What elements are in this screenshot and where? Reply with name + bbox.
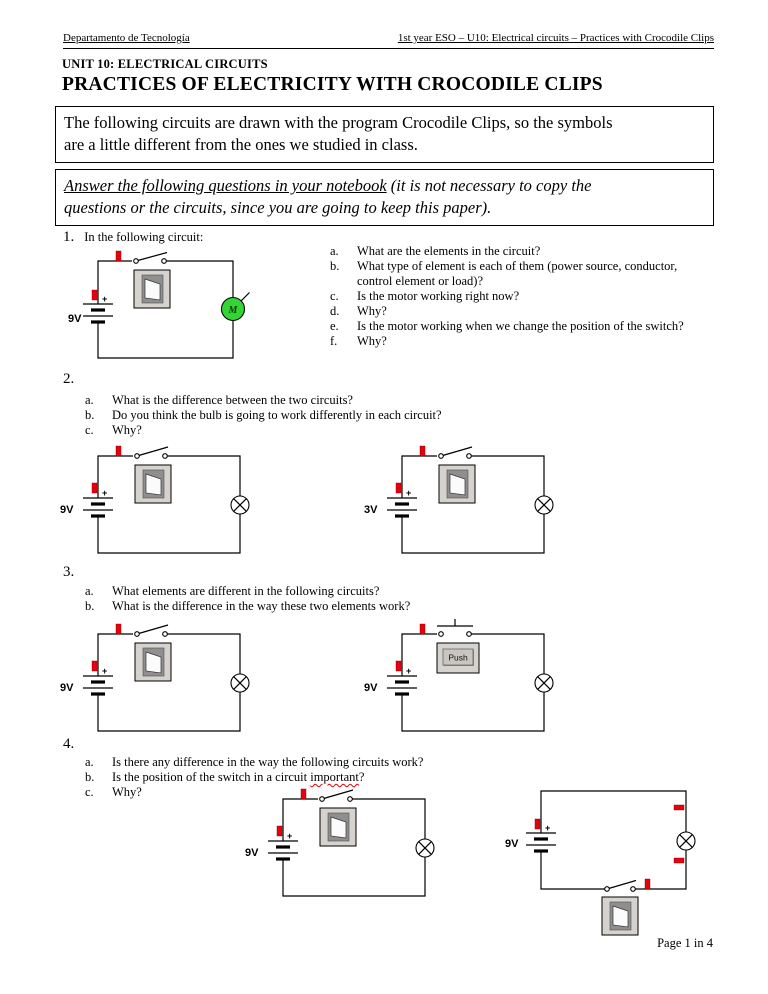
rocker-switch-box <box>134 270 170 308</box>
circuit-diagram-q4-right <box>503 781 703 936</box>
open-switch-symbol <box>135 447 168 458</box>
question-item <box>85 408 685 423</box>
item-text: What is the difference in the way these two elements work? <box>112 599 411 613</box>
question-item <box>330 244 690 259</box>
question-item <box>85 584 685 599</box>
open-switch-symbol <box>320 790 353 801</box>
question-item <box>85 755 685 770</box>
battery-voltage-label: 9V <box>60 682 74 694</box>
crocodile-clip <box>92 661 97 671</box>
question-2-items <box>85 393 685 438</box>
item-text: Is there any difference in the way the following circuits work? <box>112 755 424 769</box>
rocker-switch-box <box>135 465 171 503</box>
battery-plus-sign: + <box>102 294 108 304</box>
battery-voltage-label: 9V <box>505 838 519 850</box>
circuit-diagram-q4-left <box>243 781 438 903</box>
item-text: What type of element is each of them (power source, conductor, control element or load)? <box>357 259 678 288</box>
item-text: Why? <box>357 304 387 318</box>
question-1-items <box>330 244 690 349</box>
spellcheck-underlined-word: important <box>310 770 359 784</box>
page-title: PRACTICES OF ELECTRICITY WITH CROCODILE CLIPS <box>62 74 603 95</box>
header-rule <box>63 48 714 49</box>
question-item <box>330 334 690 349</box>
instruction-line1 <box>64 175 705 197</box>
circuit-diagram-q3-left <box>58 616 253 738</box>
item-letter: d. <box>330 304 340 318</box>
crocodile-clip <box>674 805 684 810</box>
header-course-info: 1st year ESO – U10: Electrical circuits – Practices with Crocodile Clips <box>397 32 714 44</box>
question-number: 3. <box>63 564 75 580</box>
crocodile-clip <box>92 483 97 493</box>
item-text-post: ? <box>358 770 365 784</box>
item-letter: a. <box>85 755 94 769</box>
question-number: 2. <box>63 371 75 387</box>
header-department: Departamento de Tecnología <box>63 32 190 44</box>
rocker-switch-box <box>602 897 638 935</box>
item-text: Do you think the bulb is going to work differently in each circuit? <box>112 408 442 422</box>
rocker-switch-box <box>320 808 356 846</box>
circuit-diagram-q1 <box>68 248 258 363</box>
battery-plus-sign: + <box>102 488 108 498</box>
battery-voltage-label: 9V <box>60 504 74 516</box>
rocker-switch-box <box>135 643 171 681</box>
item-text: Is the motor working right now? <box>357 289 520 303</box>
question-item <box>85 393 685 408</box>
battery-voltage-label: 9V <box>245 847 259 859</box>
intro-line2: are a little different from the ones we studied in class. <box>64 135 418 155</box>
push-button-symbol <box>437 619 473 636</box>
crocodile-clip <box>420 624 425 634</box>
question-item <box>330 289 690 304</box>
question-3-head <box>63 564 74 581</box>
battery-plus-sign: + <box>406 666 412 676</box>
page-number: Page 1 in 4 <box>657 936 713 950</box>
crocodile-clip <box>301 789 306 799</box>
question-item <box>330 319 690 334</box>
question-4-head <box>63 736 74 753</box>
crocodile-clip <box>396 661 401 671</box>
item-text: Why? <box>112 785 142 799</box>
intro-line1: The following circuits are drawn with the program Crocodile Clips, so the symbols <box>64 113 613 132</box>
bulb-icon <box>416 839 434 857</box>
wires <box>541 791 686 889</box>
instruction-underlined: Answer the following questions in your notebook <box>64 176 387 195</box>
motor-icon <box>222 293 250 321</box>
item-letter: c. <box>85 785 94 799</box>
item-text: What is the difference between the two circuits? <box>112 393 353 407</box>
bulb-icon <box>535 674 553 692</box>
question-item <box>85 599 685 614</box>
item-letter: b. <box>85 599 95 613</box>
crocodile-clip <box>116 624 121 634</box>
item-letter: c. <box>330 289 339 303</box>
crocodile-clip <box>535 819 540 829</box>
question-number: 1. <box>63 229 75 245</box>
instruction-line2: questions or the circuits, since you are going to keep this paper). <box>64 198 492 218</box>
crocodile-clip <box>396 483 401 493</box>
battery-voltage-label: 9V <box>364 682 378 694</box>
crocodile-clip <box>645 879 650 889</box>
circuit-diagram-q2-right <box>362 438 557 560</box>
bulb-icon <box>677 832 695 850</box>
item-letter: b. <box>85 770 95 784</box>
crocodile-clip <box>277 826 282 836</box>
instruction-rest: (it is not necessary to copy the <box>386 176 592 195</box>
battery-voltage-label: 3V <box>364 504 378 516</box>
battery-plus-sign: + <box>102 666 108 676</box>
circuit-diagram-q3-right <box>362 616 557 738</box>
item-text-pre: Is the position of the switch in a circuit <box>112 770 311 784</box>
push-button-label: Push <box>448 652 468 663</box>
bulb-icon <box>231 674 249 692</box>
intro-box <box>55 106 714 163</box>
item-letter: a. <box>330 244 339 258</box>
item-letter: b. <box>330 259 340 273</box>
item-letter: b. <box>85 408 95 422</box>
item-text: What are the elements in the circuit? <box>357 244 541 258</box>
open-switch-symbol <box>439 447 472 458</box>
rocker-switch-box <box>439 465 475 503</box>
circuit-diagram-q2-left <box>58 438 253 560</box>
bulb-icon <box>231 496 249 514</box>
bulb-icon <box>535 496 553 514</box>
item-letter: a. <box>85 584 94 598</box>
item-letter: e. <box>330 319 339 333</box>
battery-voltage-label: 9V <box>68 313 82 325</box>
question-3-items <box>85 584 685 614</box>
open-switch-symbol <box>605 881 636 892</box>
item-letter: c. <box>85 423 94 437</box>
battery-plus-sign: + <box>287 831 293 841</box>
question-intro: In the following circuit: <box>84 230 204 244</box>
item-text: What elements are different in the following circuits? <box>112 584 380 598</box>
item-text: Is the motor working when we change the position of the switch? <box>357 319 684 333</box>
open-switch-symbol <box>134 253 167 264</box>
crocodile-clip <box>116 251 121 261</box>
question-item <box>330 259 690 289</box>
crocodile-clip <box>674 858 684 863</box>
push-button-box <box>437 643 479 673</box>
item-text: Why? <box>112 423 142 437</box>
item-letter: a. <box>85 393 94 407</box>
open-switch-symbol <box>135 625 168 636</box>
crocodile-clip <box>92 290 97 300</box>
question-item <box>330 304 690 319</box>
question-1-head <box>63 229 203 246</box>
unit-title: UNIT 10: ELECTRICAL CIRCUITS <box>62 57 268 71</box>
page-header <box>63 32 714 44</box>
instruction-box <box>55 169 714 226</box>
question-2-head <box>63 371 74 388</box>
item-text: Why? <box>357 334 387 348</box>
motor-letter: M <box>228 305 238 316</box>
question-item <box>85 423 685 438</box>
battery-plus-sign: + <box>545 823 551 833</box>
battery-plus-sign: + <box>406 488 412 498</box>
crocodile-clip <box>116 446 121 456</box>
item-letter: f. <box>330 334 338 348</box>
question-number: 4. <box>63 736 75 752</box>
crocodile-clip <box>420 446 425 456</box>
